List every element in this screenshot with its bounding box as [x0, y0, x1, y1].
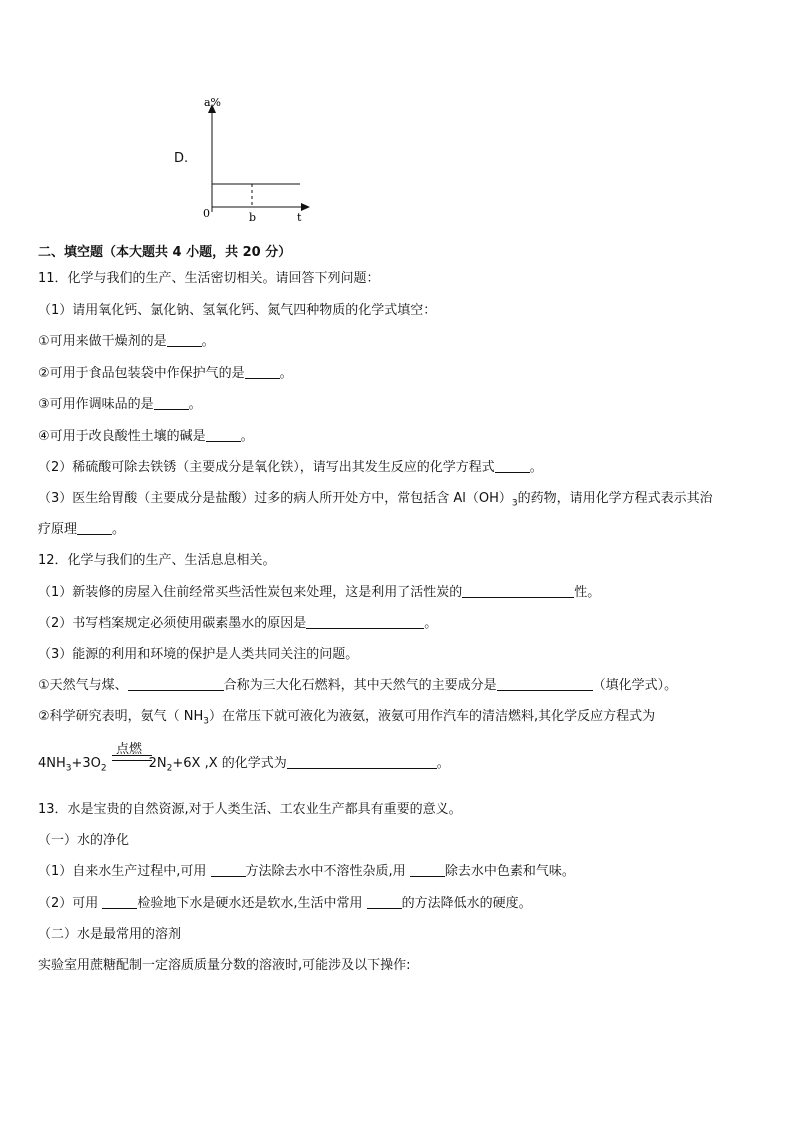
q11-item2: ②可用于食品包装袋中作保护气的是 。 [38, 366, 293, 381]
section-heading: 二、填空题（本大题共 4 小题，共 20 分） [38, 245, 292, 260]
q12-part3: （3）能源的利用和环境的保护是人类共同关注的问题。 [38, 647, 359, 662]
q12-item1: ①天然气与煤、 合称为三大化石燃料，其中天然气的主要成分是 （填化学式）。 [38, 678, 678, 693]
option-d-label: D. [174, 151, 189, 166]
q11-stem: 11．化学与我们的生产、生活密切相关。请回答下列问题： [38, 271, 380, 286]
q11-item3: ③可用作调味品的是 。 [38, 397, 202, 412]
q13-part2-heading: （二）水是最常用的溶剂 [38, 927, 182, 942]
y-axis-label: a% [204, 96, 222, 109]
q13-stem: 13．水是宝贵的自然资源,对于人类生活、工农业生产都具有重要的意义。 [38, 802, 462, 817]
q13-last-line: 实验室用蔗糖配制一定溶质质量分数的溶液时,可能涉及以下操作: [38, 958, 411, 973]
answer-blank[interactable] [102, 895, 137, 909]
q12-part1: （1）新装修的房屋入住前经常买些活性炭包来处理，这是利用了活性炭的 性。 [38, 585, 601, 600]
answer-blank[interactable] [167, 333, 202, 347]
b-label: b [249, 211, 257, 224]
answer-blank[interactable] [128, 677, 224, 691]
answer-blank[interactable] [410, 863, 445, 877]
q11-item1: ①可用来做干燥剂的是 。 [38, 334, 215, 349]
answer-blank[interactable] [211, 863, 246, 877]
q13-item2: （2）可用 检验地下水是硬水还是软水,生活中常用 的方法降低水的硬度。 [38, 896, 532, 911]
answer-blank[interactable] [495, 459, 530, 473]
answer-blank[interactable] [245, 365, 280, 379]
q13-part1-heading: （一）水的净化 [38, 833, 130, 848]
answer-blank[interactable] [367, 895, 402, 909]
answer-blank[interactable] [77, 521, 112, 535]
q12-stem: 12．化学与我们的生产、生活息息相关。 [38, 553, 276, 568]
q11-part2: （2）稀硫酸可除去铁锈（主要成分是氧化铁），请写出其发生反应的化学方程式 。 [38, 460, 543, 475]
origin-label: 0 [203, 207, 210, 220]
answer-blank[interactable] [154, 396, 189, 410]
q11-part1: （1）请用氧化钙、氯化钠、氢氧化钙、氮气四种物质的化学式填空： [38, 303, 437, 318]
t-label: t [297, 211, 302, 224]
answer-blank[interactable] [206, 428, 241, 442]
q11-item4: ④可用于改良酸性土壤的碱是 。 [38, 429, 254, 444]
equation-condition: 点燃 [116, 742, 143, 757]
equation-text: $4NH_3+3O_2$ $2N_2+6X$ ,X 的化学式为 。 [38, 756, 450, 774]
answer-blank[interactable] [287, 755, 437, 769]
answer-blank[interactable] [497, 677, 593, 691]
q12-part2: （2）书写档案规定必须使用碳素墨水的原因是 。 [38, 616, 438, 631]
q13-item1: （1）自来水生产过程中,可用 方法除去水中不溶性杂质,用 除去水中色素和气味。 [38, 864, 575, 879]
x-axis-arrow [301, 203, 310, 211]
option-d-graph [170, 92, 310, 227]
answer-blank[interactable] [462, 584, 574, 598]
q11-part3-line2: 疗原理 。 [38, 522, 126, 537]
q11-part3-line1: （3）医生给胃酸（主要成分是盐酸）过多的病人所开处方中，常包括含 $Al(OH)_3$的药物，请用化学方程式表示其治 [38, 491, 713, 509]
answer-blank[interactable] [306, 615, 424, 629]
q12-item2: ②科学研究表明，氨气（ $NH_3$）在常压下就可液化为液氨，液氨可用作汽车的清洁燃料,其化学反应方程式为 [38, 709, 656, 727]
